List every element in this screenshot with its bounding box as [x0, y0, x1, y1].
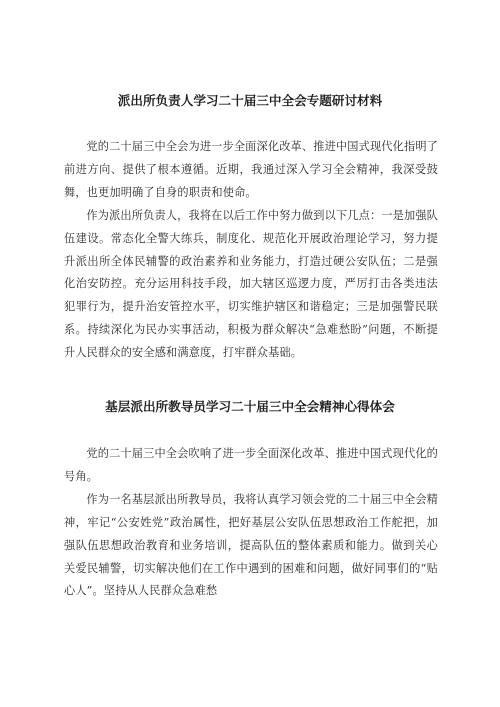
article-1-body	[64, 136, 438, 365]
article-2-body	[64, 443, 438, 603]
article-1	[0, 92, 500, 360]
article-1-title: 派出所负责人学习二十届三中全会专题研讨材料	[117, 93, 383, 108]
article-1-paragraph-2: 作为派出所负责人，我将在以后工作中努力做到以下几点：一是加强队伍建设。常态化全警大练兵，制度化、规范化开展政治理论学习，努力提升派出所全体民辅警的政治素养和业务能力，打造过硬公安队伍；二是强化治安防控。充分运用科技手段，加大辖区巡逻力度，严厉打击各类违法犯罪行为，提升治安管控水平，切实维护辖区和谐稳定；三是加强警民联系。持续深化为民办实事活动，积极为群众解决“急难愁盼”问题，不断提升人民群众的安全感和满意度，打牢群众基础。	[64, 208, 438, 360]
article-2-paragraph-1: 党的二十届三中全会吹响了进一步全面深化改革、推进中国式现代化的号角。	[64, 447, 438, 483]
article-2-title: 基层派出所教导员学习二十届三中全会精神心得体会	[105, 399, 395, 414]
article-2-paragraph-2: 作为一名基层派出所教导员，我将认真学习领会党的二十届三中全会精神，牢记“公安姓党”政治属性，把好基层公安队伍思想政治工作舵把，加强队伍思想政治教育和业务培训，提高队伍的整体素质和能力。做到关心关爱民辅警，切实解决他们在工作中遇到的困难和问题，做好同事们的“贴心人”。坚持从人民群众急难愁	[64, 492, 438, 598]
article-2	[0, 398, 500, 598]
article-1-paragraph-1: 党的二十届三中全会为进一步全面深化改革、推进中国式现代化指明了前进方向、提供了根本遵循。近期，我通过深入学习全会精神，我深受鼓舞，也更加明确了自身的职责和使命。	[64, 140, 438, 199]
